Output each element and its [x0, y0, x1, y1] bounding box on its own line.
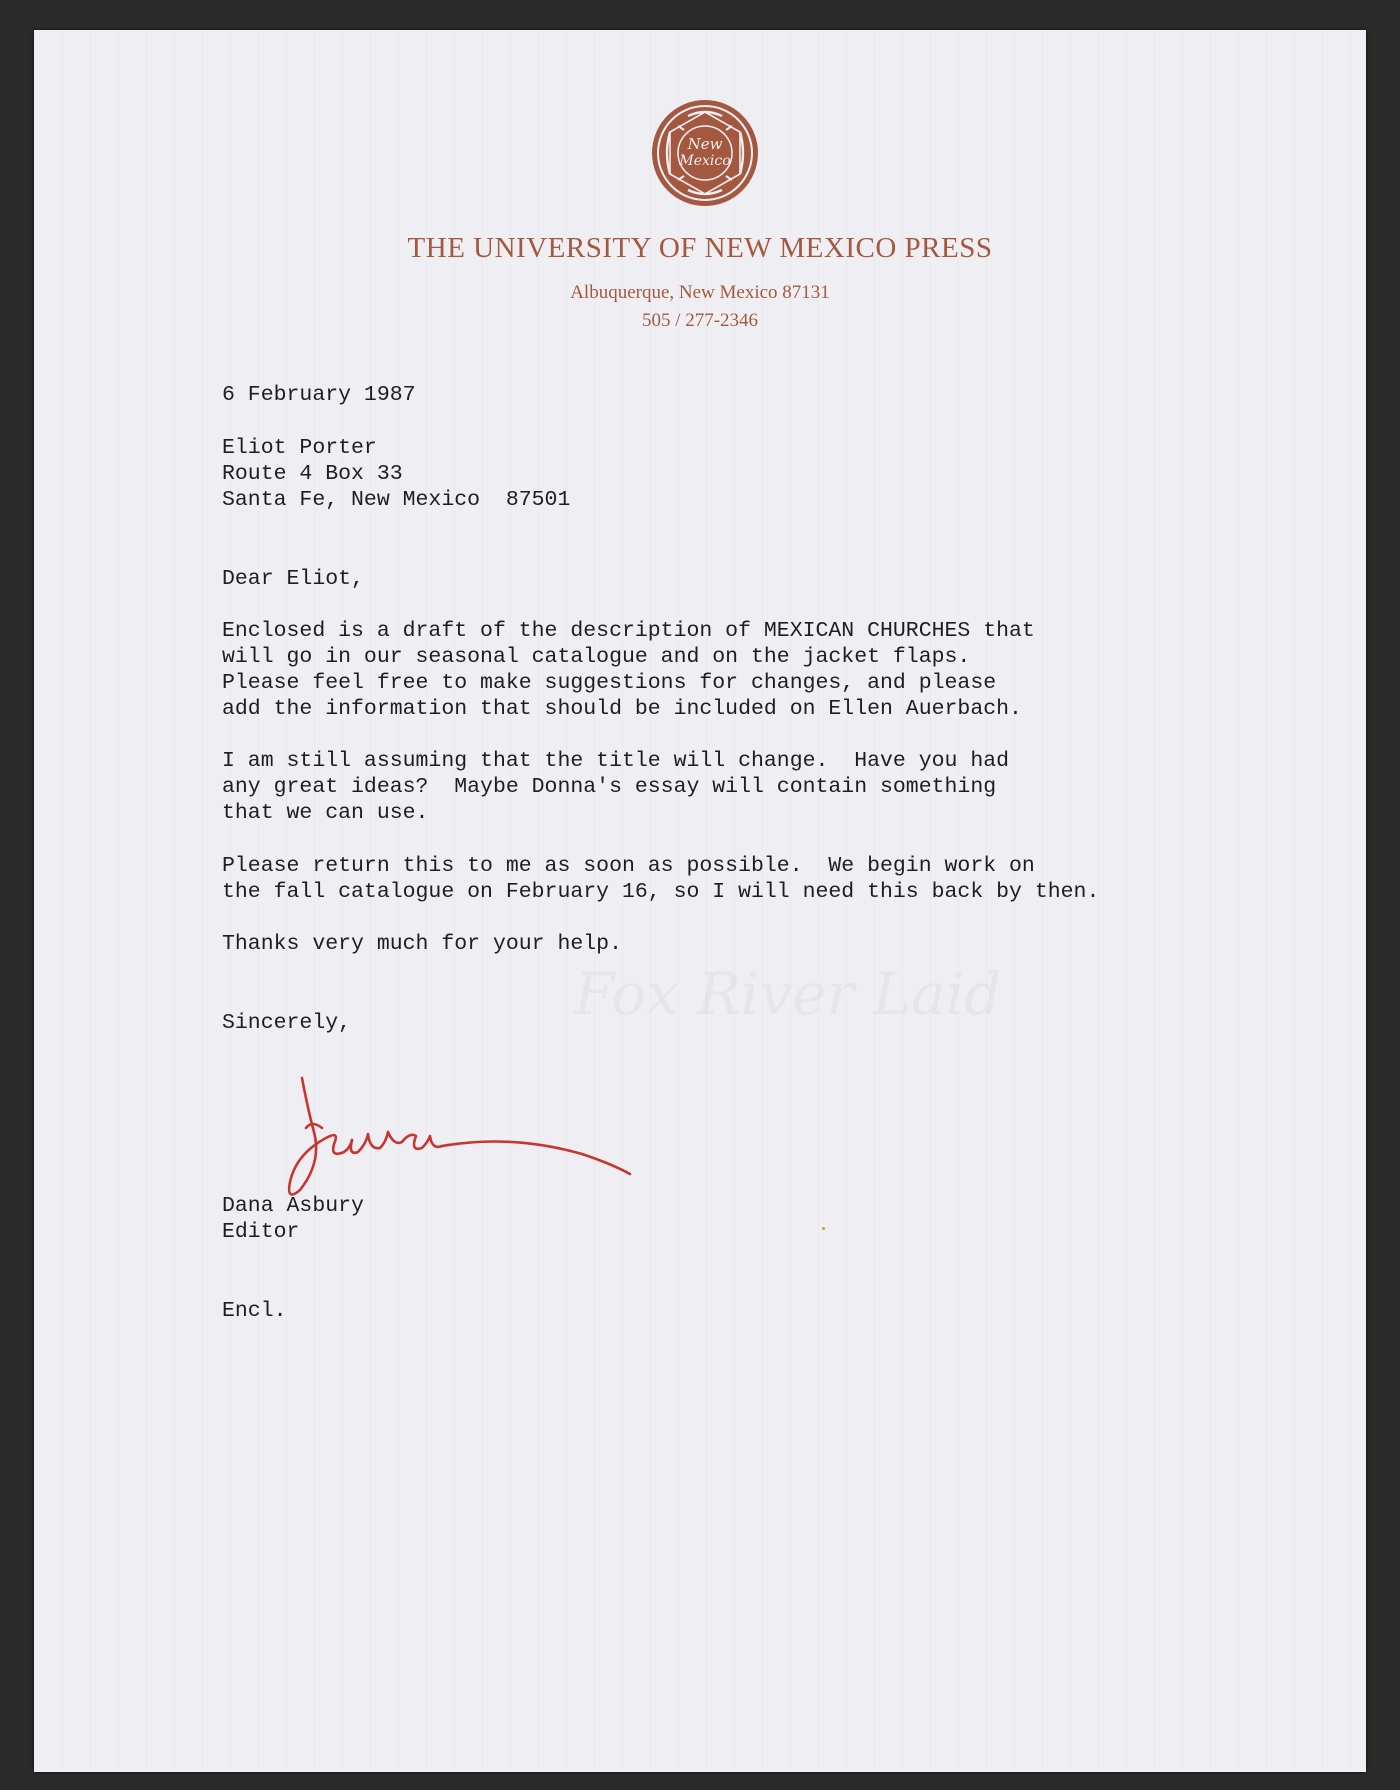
signer-title: Editor [222, 1220, 300, 1244]
recipient-line: Eliot Porter [222, 436, 377, 460]
closing: Sincerely, [222, 1011, 352, 1035]
handwritten-signature [282, 1070, 662, 1200]
paragraph-3-line: the fall catalogue on February 16, so I will need this back by then. [222, 880, 1100, 904]
letter-page [34, 30, 1366, 1772]
press-address: Albuquerque, New Mexico 87131 [570, 282, 830, 303]
paragraph-1-line: add the information that should be included on Ellen Auerbach. [222, 697, 1022, 721]
paragraph-1-line: Please feel free to make suggestions for changes, and please [222, 671, 997, 695]
paragraph-1-line: Enclosed is a draft of the description of MEXICAN CHURCHES that [222, 619, 1035, 643]
recipient-line: Santa Fe, New Mexico 87501 [222, 488, 571, 512]
press-name: THE UNIVERSITY OF NEW MEXICO PRESS [407, 232, 993, 264]
svg-text:Mexico: Mexico [679, 153, 731, 169]
paragraph-1-line: will go in our seasonal catalogue and on the jacket flaps. [222, 645, 971, 669]
letter-date: 6 February 1987 [222, 383, 416, 407]
svg-text:New: New [687, 135, 723, 153]
salutation: Dear Eliot, [222, 567, 364, 591]
press-seal-logo [650, 98, 760, 208]
signer-name: Dana Asbury [222, 1194, 364, 1218]
paper-watermark [574, 960, 1001, 1028]
paragraph-4: Thanks very much for your help. [222, 932, 622, 956]
paper-speck [822, 1227, 825, 1230]
paragraph-3-line: Please return this to me as soon as possible. We begin work on [222, 854, 1035, 878]
enclosure-note: Encl. [222, 1299, 287, 1323]
paragraph-2-line: I am still assuming that the title will change. Have you had [222, 749, 1010, 773]
press-phone: 505 / 277-2346 [641, 310, 759, 331]
recipient-line: Route 4 Box 33 [222, 462, 403, 486]
paragraph-2-line: that we can use. [222, 801, 429, 825]
paragraph-2-line: any great ideas? Maybe Donna's essay will contain something [222, 775, 997, 799]
